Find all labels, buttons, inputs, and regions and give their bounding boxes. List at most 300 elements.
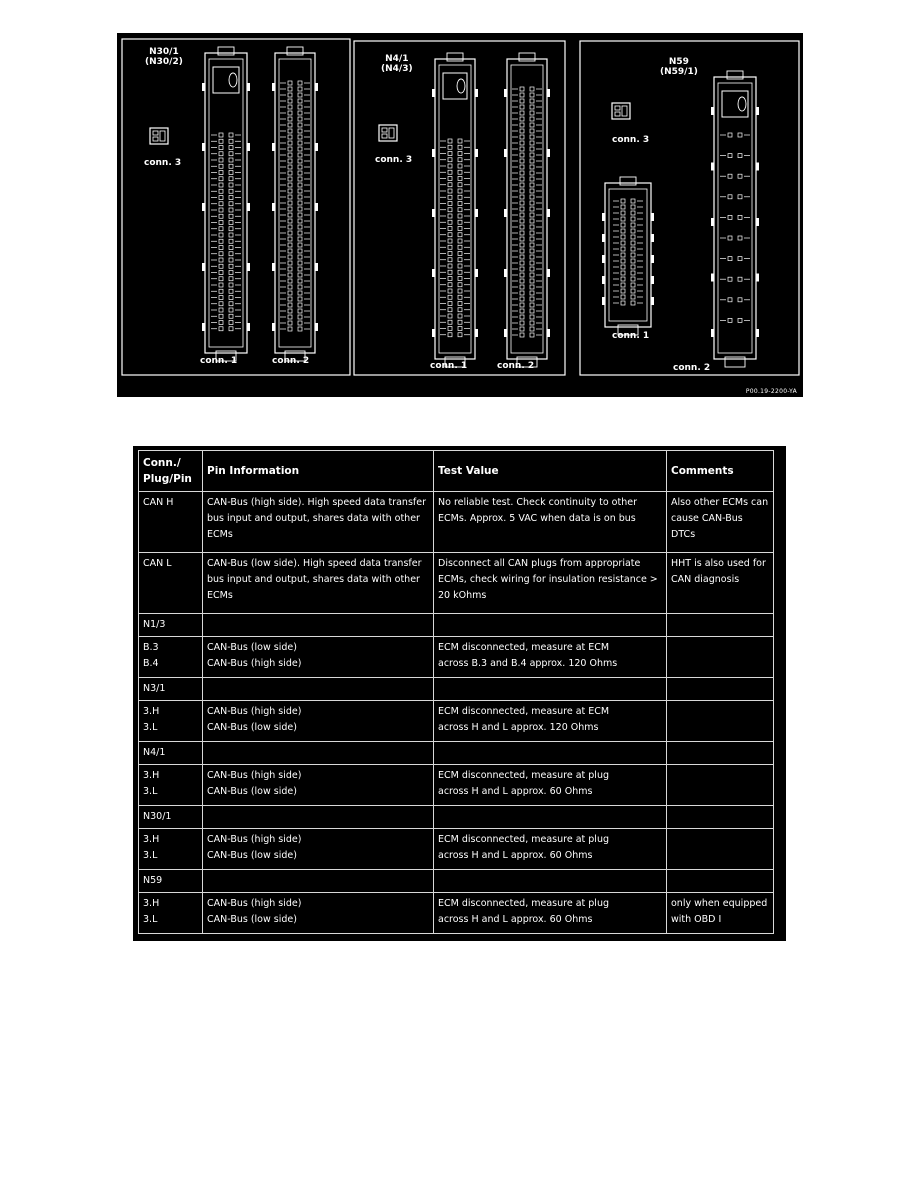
pin [448, 283, 452, 287]
panel1-secondary: (N30/2) [145, 57, 183, 67]
info-cell [203, 893, 434, 934]
pin [298, 321, 302, 325]
pin [298, 225, 302, 229]
pin [229, 139, 233, 143]
pin [219, 158, 223, 162]
section-label: N4/1 [139, 742, 203, 765]
pin [288, 195, 292, 199]
test-value: across B.3 and B.4 approx. 120 Ohms [438, 658, 618, 669]
panel3-conn1-notch [651, 297, 654, 305]
panel3-conn2-notch [711, 274, 714, 282]
pin [288, 255, 292, 259]
panel2-primary: N4/1 [385, 54, 409, 64]
panel3-conn1-notch [651, 276, 654, 284]
test-cell [434, 553, 667, 614]
pin [520, 171, 524, 175]
pin-value: 3.L [143, 786, 158, 797]
pin-cell [139, 701, 203, 742]
panel3-conn2-notch [756, 329, 759, 337]
pin [298, 195, 302, 199]
panel3-conn2-notch [756, 218, 759, 226]
test-value: No reliable test. Check continuity to other ECMs. Approx. 5 VAC when data is on bus [438, 497, 637, 524]
pin [229, 183, 233, 187]
pin [298, 135, 302, 139]
pin [458, 152, 462, 156]
panel2-conn2-notch [504, 209, 507, 217]
panel3-conn2-notch [711, 107, 714, 115]
pin [288, 243, 292, 247]
panel3-conn3-pin [622, 106, 627, 116]
pin [530, 189, 534, 193]
panel1-conn2-notch [272, 323, 275, 331]
section-row [139, 614, 774, 637]
pin [631, 265, 635, 269]
pin [288, 219, 292, 223]
panel3-conn3-pin [615, 112, 620, 116]
pin [229, 158, 233, 162]
pin [530, 195, 534, 199]
pin [229, 133, 233, 137]
pin [219, 221, 223, 225]
pin [219, 146, 223, 150]
pin [288, 177, 292, 181]
panel2-conn1-notch [475, 89, 478, 97]
panel3-conn2-window [722, 91, 748, 117]
panel2-conn2-notch [504, 89, 507, 97]
panel3-primary: N59 [668, 57, 689, 67]
pin [621, 301, 625, 305]
pin [288, 321, 292, 325]
info-value: CAN-Bus (high side). High speed data transfer bus input and output, shares data with other ECMs [207, 497, 426, 540]
pin [298, 117, 302, 121]
comment-cell [667, 765, 774, 806]
pin [288, 309, 292, 313]
pin [530, 219, 534, 223]
pin [631, 289, 635, 293]
section-label: N3/1 [139, 678, 203, 701]
pin [448, 258, 452, 262]
pin [530, 231, 534, 235]
pin [631, 301, 635, 305]
pin [288, 159, 292, 163]
comment-value: Also other ECMs can cause CAN-Bus DTCs [671, 497, 769, 540]
pin [219, 252, 223, 256]
test-cell [434, 701, 667, 742]
pin [631, 277, 635, 281]
pin [458, 139, 462, 143]
pin [621, 205, 625, 209]
info-cell [203, 829, 434, 870]
pin [520, 189, 524, 193]
pin [728, 277, 732, 281]
panel2-conn1 [435, 59, 475, 359]
panel2-conn1-notch [475, 149, 478, 157]
pin [458, 220, 462, 224]
pin [530, 261, 534, 265]
pin [530, 315, 534, 319]
pin [631, 271, 635, 275]
panel1-conn1-oval [229, 73, 237, 87]
pin [298, 201, 302, 205]
pin [229, 171, 233, 175]
panel2-conn2-notch [504, 329, 507, 337]
pin [298, 111, 302, 115]
pin [229, 258, 233, 262]
pin [530, 93, 534, 97]
pin [448, 220, 452, 224]
pin [530, 213, 534, 217]
pin [229, 189, 233, 193]
test-value: ECM disconnected, measure at plug [438, 898, 609, 909]
info-cell [203, 492, 434, 553]
pin [298, 327, 302, 331]
pin [458, 170, 462, 174]
pin [219, 308, 223, 312]
pin [530, 183, 534, 187]
pin [298, 165, 302, 169]
pin-cell [139, 765, 203, 806]
pin [298, 171, 302, 175]
pin [458, 183, 462, 187]
panel2-conn2-notch [504, 149, 507, 157]
pin [448, 277, 452, 281]
pin [448, 195, 452, 199]
pin [458, 320, 462, 324]
panel3-conn1-notch [602, 234, 605, 242]
pin [530, 153, 534, 157]
pin [621, 241, 625, 245]
pin [448, 264, 452, 268]
panel1-conn2-label: conn. 2 [272, 356, 310, 366]
pin [458, 214, 462, 218]
info-value: CAN-Bus (low side) [207, 850, 297, 861]
info-value: CAN-Bus (high side) [207, 898, 302, 909]
pin [530, 285, 534, 289]
pin [229, 308, 233, 312]
pin [520, 129, 524, 133]
pin [458, 202, 462, 206]
pin [219, 177, 223, 181]
panel3-conn2-notch [711, 163, 714, 171]
pin [458, 270, 462, 274]
pin [219, 258, 223, 262]
pin [448, 139, 452, 143]
comment-cell [667, 829, 774, 870]
pin [621, 223, 625, 227]
table-header-row [139, 451, 774, 492]
pin [530, 291, 534, 295]
panel3-conn1 [605, 183, 651, 327]
panel3-conn2-notch [711, 329, 714, 337]
info-value: CAN-Bus (low side) [207, 914, 297, 925]
pin [288, 327, 292, 331]
panel3-conn2-notch [756, 107, 759, 115]
pin [530, 99, 534, 103]
pin [458, 295, 462, 299]
pin [219, 208, 223, 212]
panel2-conn3-pin [382, 128, 387, 132]
panel2-conn1-notch [475, 269, 478, 277]
pin [219, 321, 223, 325]
connector-diagram [117, 33, 803, 397]
pin [229, 296, 233, 300]
pin [738, 277, 742, 281]
pin [621, 235, 625, 239]
pin [520, 105, 524, 109]
pin [458, 239, 462, 243]
pin [458, 164, 462, 168]
pin [229, 214, 233, 218]
test-cell [434, 492, 667, 553]
pin [229, 327, 233, 331]
pin [229, 177, 233, 181]
pin [631, 229, 635, 233]
pin [530, 129, 534, 133]
panel3-conn1-latch [620, 177, 636, 185]
pin [530, 117, 534, 121]
panel3-conn2-notch [756, 163, 759, 171]
pin [738, 257, 742, 261]
test-value: across H and L approx. 60 Ohms [438, 914, 593, 925]
section-label: N1/3 [139, 614, 203, 637]
pin [298, 189, 302, 193]
pin [219, 271, 223, 275]
section-row [139, 806, 774, 829]
pin [530, 141, 534, 145]
pin [458, 277, 462, 281]
pin [448, 152, 452, 156]
pin [298, 297, 302, 301]
panel2-conn3-label: conn. 3 [375, 155, 413, 165]
connector-drawing [117, 33, 803, 397]
pin [229, 302, 233, 306]
pin [448, 227, 452, 231]
table-row [139, 765, 774, 806]
pin [219, 202, 223, 206]
pin [288, 231, 292, 235]
pin [219, 214, 223, 218]
info-cell [203, 765, 434, 806]
pin [530, 267, 534, 271]
pin [448, 208, 452, 212]
pin [229, 277, 233, 281]
pin [298, 237, 302, 241]
pin [520, 285, 524, 289]
comment-cell [667, 553, 774, 614]
header-pin-information: Pin Information [203, 451, 434, 492]
test-cell [434, 829, 667, 870]
panel2-conn1-notch [432, 329, 435, 337]
pin [219, 233, 223, 237]
pin [530, 111, 534, 115]
pin [448, 252, 452, 256]
pin [631, 283, 635, 287]
panel3-conn3-label: conn. 3 [612, 135, 650, 145]
panel3-conn1-notch [651, 234, 654, 242]
pin [448, 320, 452, 324]
panel2-secondary: (N4/3) [381, 64, 413, 74]
drawing-id: P00.19-2200-YA [745, 388, 797, 395]
pin [728, 154, 732, 158]
pin [530, 225, 534, 229]
pin [520, 273, 524, 277]
comment-cell [667, 701, 774, 742]
pin [219, 189, 223, 193]
pin [631, 235, 635, 239]
pin [458, 333, 462, 337]
pin [520, 213, 524, 217]
panel2-conn1-notch [432, 89, 435, 97]
pin [219, 302, 223, 306]
panel3-conn2-inner [718, 83, 752, 353]
pin-value: B.4 [143, 658, 159, 669]
panel2-conn2-label: conn. 2 [497, 361, 535, 371]
panel1-conn2-notch [315, 83, 318, 91]
panel1-conn1-notch [202, 263, 205, 271]
pin [298, 315, 302, 319]
pin [530, 171, 534, 175]
pin [728, 318, 732, 322]
pin [448, 239, 452, 243]
pin [520, 243, 524, 247]
pin [298, 267, 302, 271]
pin [219, 164, 223, 168]
pin-value: CAN H [143, 497, 174, 508]
pin [530, 177, 534, 181]
panel3-label [660, 57, 698, 77]
pin [458, 233, 462, 237]
panel2-conn2-notch [547, 329, 550, 337]
pin [621, 277, 625, 281]
pin [298, 207, 302, 211]
pin [288, 105, 292, 109]
pin [219, 314, 223, 318]
pin [298, 243, 302, 247]
pin [520, 249, 524, 253]
pin-table-panel [133, 446, 786, 941]
comment-value: only when equipped with OBD I [671, 898, 768, 925]
panel3-conn2-oval [738, 97, 746, 111]
pin [288, 213, 292, 217]
pin [520, 321, 524, 325]
panel2-conn1-latch [447, 53, 463, 61]
panel3-conn2-notch [711, 218, 714, 226]
pin [298, 81, 302, 85]
pin [458, 189, 462, 193]
pin [520, 279, 524, 283]
pin [448, 302, 452, 306]
pin [520, 303, 524, 307]
pin [288, 141, 292, 145]
pin [448, 164, 452, 168]
table-row [139, 829, 774, 870]
pin [219, 152, 223, 156]
pin [520, 255, 524, 259]
pin [520, 291, 524, 295]
test-value: across H and L approx. 60 Ohms [438, 850, 593, 861]
panel2-conn1-notch [475, 209, 478, 217]
pin [448, 245, 452, 249]
panel2-conn1-window [443, 73, 467, 99]
pin [229, 196, 233, 200]
pin [288, 183, 292, 187]
table-row [139, 893, 774, 934]
pin [520, 231, 524, 235]
panel1-conn1-notch [247, 323, 250, 331]
pin [530, 105, 534, 109]
pin [288, 225, 292, 229]
panel1-conn1 [205, 53, 247, 353]
pin [288, 165, 292, 169]
pin [448, 170, 452, 174]
panel2-conn1-label: conn. 1 [430, 361, 468, 371]
pin-value: 3.L [143, 914, 158, 925]
panel3-conn2-latch [727, 71, 743, 79]
header-comments: Comments [667, 451, 774, 492]
pin [458, 145, 462, 149]
pin [288, 267, 292, 271]
pin [219, 139, 223, 143]
pin [530, 279, 534, 283]
info-value: CAN-Bus (high side) [207, 770, 302, 781]
panel1-conn1-notch [247, 263, 250, 271]
pin [229, 246, 233, 250]
pin [229, 271, 233, 275]
panel1-conn3-label: conn. 3 [144, 158, 182, 168]
pin [520, 237, 524, 241]
pin [288, 285, 292, 289]
panel3-conn3-pin [615, 106, 620, 110]
pin [530, 147, 534, 151]
panel1-conn1-notch [247, 143, 250, 151]
pin [728, 298, 732, 302]
pin [728, 257, 732, 261]
pin [298, 231, 302, 235]
pin [458, 227, 462, 231]
table-row [139, 553, 774, 614]
pin [520, 225, 524, 229]
pin [288, 291, 292, 295]
pin [728, 215, 732, 219]
pin [229, 164, 233, 168]
pin [520, 165, 524, 169]
pin [458, 327, 462, 331]
panel2-conn3-pin [389, 128, 394, 138]
pin [298, 141, 302, 145]
panel1-conn1-latch [218, 47, 234, 55]
test-cell [434, 637, 667, 678]
header-conn-plug-pin: Conn./ Plug/Pin [139, 451, 203, 492]
panel1-conn2-notch [272, 83, 275, 91]
comment-cell [667, 637, 774, 678]
panel1-conn1-notch [202, 203, 205, 211]
pin [520, 177, 524, 181]
comment-cell [667, 893, 774, 934]
panel1-conn2-notch [315, 203, 318, 211]
pin [738, 174, 742, 178]
info-value: CAN-Bus (low side) [207, 642, 297, 653]
pin [520, 219, 524, 223]
pin [298, 213, 302, 217]
pin [298, 183, 302, 187]
pin [738, 215, 742, 219]
pin [458, 177, 462, 181]
pin [621, 217, 625, 221]
pin-value: 3.L [143, 850, 158, 861]
pin [738, 195, 742, 199]
section-row [139, 742, 774, 765]
pin [298, 249, 302, 253]
